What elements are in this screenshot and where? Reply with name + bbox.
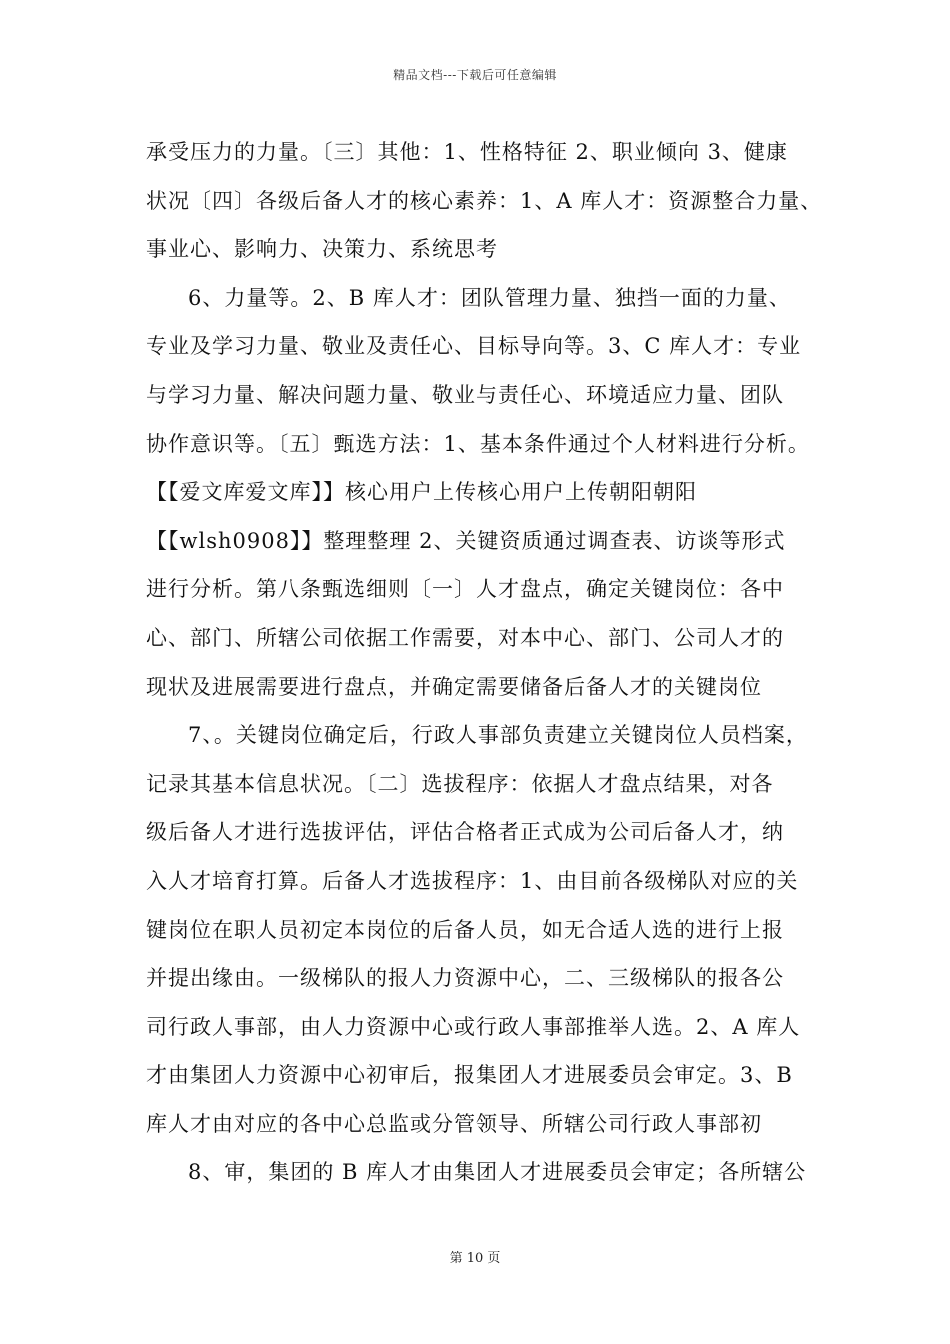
- body-line: 协作意识等。〔五〕甄选方法：1、基本条件通过个人材料进行分析。: [146, 431, 810, 456]
- body-line: 6、力量等。2、B 库人才：团队管理力量、独挡一面的力量、: [188, 285, 791, 310]
- body-line: 心、部门、所辖公司依据工作需要，对本中心、部门、公司人才的: [146, 625, 784, 650]
- body-line: 8、审，集团的 B 库人才由集团人才进展委员会审定；各所辖公: [188, 1160, 807, 1185]
- body-line: 才由集团人力资源中心初审后，报集团人才进展委员会审定。3、B: [146, 1063, 793, 1088]
- body-line: 【【爱文库爱文库】】核心用户上传核心用户上传朝阳朝阳: [146, 480, 697, 505]
- body-line: 状况〔四〕各级后备人才的核心素养：1、A 库人才：资源整合力量、: [146, 188, 823, 213]
- body-line: 现状及进展需要进行盘点，并确定需要储备后备人才的关键岗位: [146, 674, 762, 699]
- body-line: 并提出缘由。一级梯队的报人力资源中心，二、三级梯队的报各公: [146, 966, 784, 991]
- body-line: 7、。关键岗位确定后，行政人事部负责建立关键岗位人员档案，: [188, 723, 808, 748]
- body-line: 级后备人才进行选拔评估，评估合格者正式成为公司后备人才，纳: [146, 820, 784, 845]
- page-number: 第 10 页: [449, 1251, 501, 1266]
- body-line: 键岗位在职人员初定本岗位的后备人员，如无合适人选的进行上报: [146, 917, 784, 942]
- body-line: 事业心、影响力、决策力、系统思考: [146, 237, 498, 262]
- body-line: 入人才培育打算。后备人才选拔程序：1、由目前各级梯队对应的关: [146, 868, 799, 893]
- document-body: [146, 128, 836, 1197]
- body-line: 库人才由对应的各中心总监或分管领导、所辖公司行政人事部初: [146, 1111, 762, 1136]
- body-line: 专业及学习力量、敬业及责任心、目标导向等。3、C 库人才：专业: [146, 334, 802, 359]
- body-line: 司行政人事部，由人力资源中心或行政人事部推举人选。2、A 库人: [146, 1014, 801, 1039]
- body-line: 【【wlsh0908】】整理整理 2、关键资质通过调查表、访谈等形式: [146, 528, 786, 553]
- page-header: 精品文档---下载后可任意编辑: [393, 68, 557, 82]
- body-line: 进行分析。第八条甄选细则〔一〕人才盘点，确定关键岗位：各中: [146, 577, 784, 602]
- body-line: 承受压力的力量。〔三〕其他：1、性格特征 2、职业倾向 3、健康: [146, 140, 788, 164]
- body-line: 与学习力量、解决问题力量、敬业与责任心、环境适应力量、团队: [146, 382, 784, 407]
- body-line: 记录其基本信息状况。〔二〕选拔程序：依据人才盘点结果，对各: [146, 771, 774, 796]
